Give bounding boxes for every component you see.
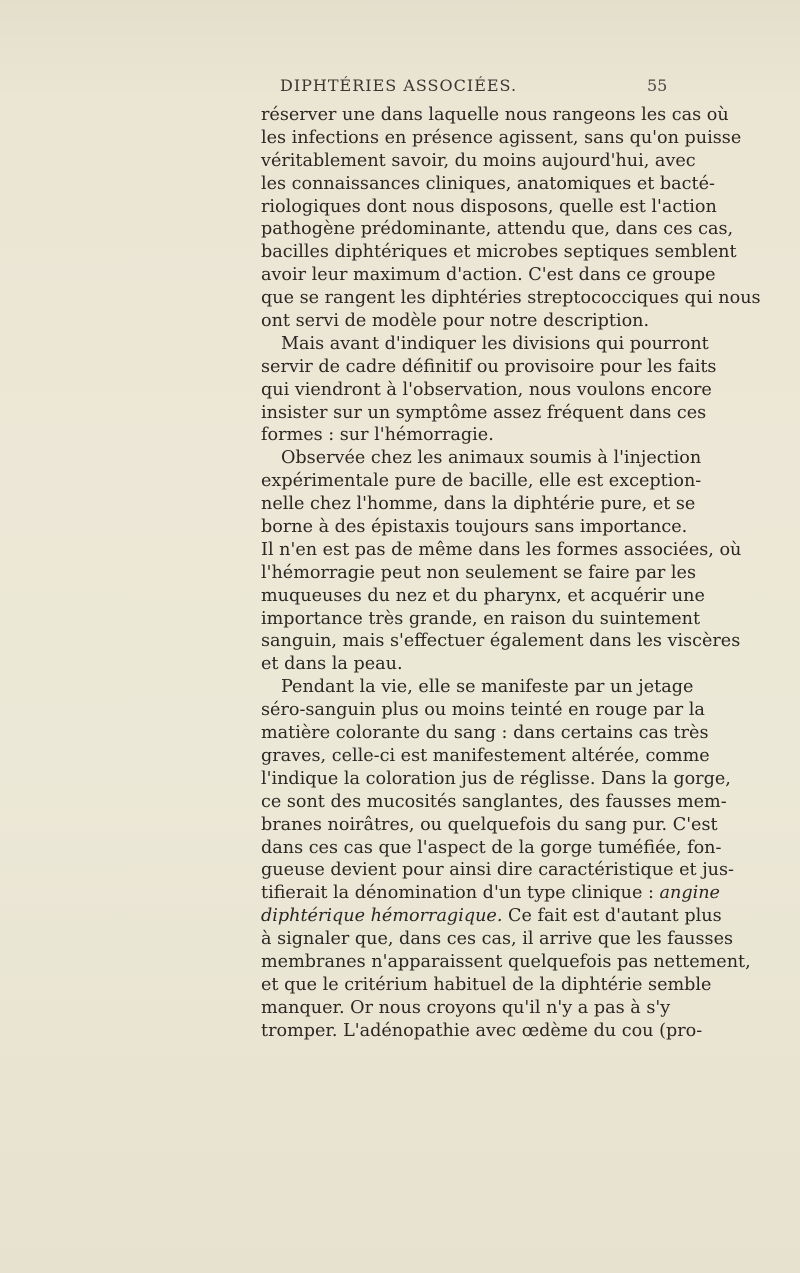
italic-term: angine (659, 883, 720, 904)
text-line: ce sont des mucosités sanglantes, des fausses mem- (261, 791, 727, 812)
text-line: les connaissances cliniques, anatomiques et bacté- (261, 173, 715, 194)
text-line: véritablement savoir, du moins aujourd'hui, avec (261, 150, 696, 171)
text-line: les infections en présence agissent, sans qu'on puisse (261, 127, 742, 148)
text-line: pathogène prédominante, attendu que, dans ces cas, (261, 219, 734, 240)
text-line: borne à des épistaxis toujours sans importance. (261, 517, 688, 538)
text-line: réserver une dans laquelle nous rangeons les cas où (261, 105, 729, 125)
page-header (0, 76, 800, 104)
text-line: dans ces cas que l'aspect de la gorge tuméfiée, fon- (261, 837, 722, 858)
text-line: que se rangent les diphtéries streptococciques qui nous (261, 288, 761, 309)
text-line: importance très grande, en raison du suintement (261, 608, 701, 629)
text-line: servir de cadre définitif ou provisoire pour les faits (261, 356, 717, 377)
text-line: nelle chez l'homme, dans la diphtérie pure, et se (261, 494, 696, 515)
text-line: l'indique la coloration jus de réglisse. Dans la gorge, (261, 768, 731, 789)
text-line: expérimentale pure de bacille, elle est exception- (261, 471, 702, 492)
text-line-with-italic (261, 905, 722, 928)
text-line: qui viendront à l'observation, nous voulons encore (261, 379, 712, 400)
body-text (261, 104, 761, 1043)
text-line: manquer. Or nous croyons qu'il n'y a pas à s'y (261, 997, 671, 1018)
text-line: tromper. L'adénopathie avec œdème du cou (pro- (261, 1020, 703, 1041)
text-line: ont servi de modèle pour notre description. (261, 311, 650, 332)
text-line: matière colorante du sang : dans certains cas très (261, 723, 709, 744)
text-line: Pendant la vie, elle se manifeste par un jetage (281, 677, 694, 698)
text-line-with-italic (261, 882, 720, 905)
text-line: l'hémorragie peut non seulement se faire par les (261, 562, 696, 583)
text-line: branes noirâtres, ou quelquefois du sang pur. C'est (261, 814, 718, 835)
running-title: DIPHTÉRIES ASSOCIÉES. (280, 76, 518, 95)
text-line: graves, celle-ci est manifestement altérée, comme (261, 745, 710, 766)
text-line: séro-sanguin plus ou moins teinté en rouge par la (261, 700, 705, 721)
text-line: muqueuses du nez et du pharynx, et acquérir une (261, 585, 705, 606)
text-line: et que le critérium habituel de la diphtérie semble (261, 974, 712, 995)
text-line: et dans la peau. (261, 654, 403, 675)
text-segment: tifierait la dénomination d'un type clinique : (261, 883, 654, 904)
text-line: bacilles diphtériques et microbes septiques semblent (261, 242, 737, 263)
page-number: 55 (647, 76, 668, 95)
text-line: avoir leur maximum d'action. C'est dans ce groupe (261, 265, 716, 286)
text-line: gueuse devient pour ainsi dire caractéristique et jus- (261, 860, 734, 881)
text-line: riologiques dont nous disposons, quelle est l'action (261, 196, 717, 217)
italic-term: diphtérique hémorragique. (261, 906, 503, 927)
text-line: à signaler que, dans ces cas, il arrive que les fausses (261, 929, 734, 950)
text-line: Il n'en est pas de même dans les formes associées, où (261, 539, 742, 560)
text-segment: Ce fait est d'autant plus (508, 906, 722, 927)
text-line: Mais avant d'indiquer les divisions qui pourront (281, 333, 709, 354)
text-line: formes : sur l'hémorragie. (261, 425, 494, 446)
text-line: sanguin, mais s'effectuer également dans les viscères (261, 631, 741, 652)
text-line: insister sur un symptôme assez fréquent dans ces (261, 402, 707, 423)
text-line: membranes n'apparaissent quelquefois pas nettement, (261, 951, 751, 972)
text-line: Observée chez les animaux soumis à l'injection (281, 448, 702, 469)
